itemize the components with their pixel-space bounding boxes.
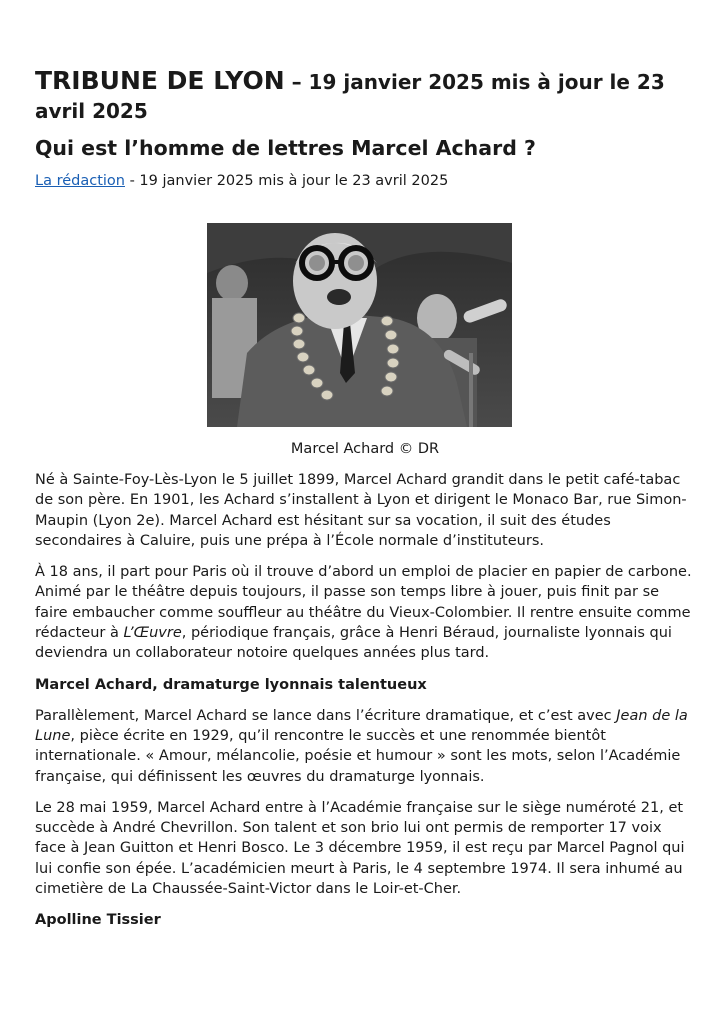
author-signature: Apolline Tissier xyxy=(35,912,161,929)
article-title: Qui est l’homme de lettres Marcel Achard ? xyxy=(35,136,536,160)
article-photo xyxy=(207,223,512,427)
masthead xyxy=(35,66,695,126)
play-title: Jean de la Lune xyxy=(35,707,688,744)
byline xyxy=(35,171,695,191)
author-link[interactable]: La rédaction xyxy=(35,173,125,189)
paragraph-1: Né à Sainte-Foy-Lès-Lyon le 5 juillet 1899, Marcel Achard grandit dans le petit café-tabac de son père. En 1901, les Achard s’installent à Lyon et dirigent le Monaco Bar, rue Simon-Maupin (Lyon 2e). Marcel Achard est hésitant sur sa vocation, il suit des études secondaires à Caluire, puis une prépa à l’École normale d’instituteurs. xyxy=(35,472,687,549)
photo-caption: Marcel Achard © DR xyxy=(290,441,440,457)
article-figure xyxy=(35,223,695,459)
paragraph-4: Le 28 mai 1959, Marcel Achard entre à l’Académie française sur le siège numéroté 21, et succède à André Chevrillon. Son talent et son brio lui ont permis de remporter 17 voix face à Jean Guitton et Henri Bosco. Le 3 décembre 1959, il est reçu par Marcel Pagnol qui lui confie son épée. L’académicien meurt à Paris, le 4 septembre 1974. Il sera inhumé au cimetière de La Chaussée-Saint-Victor dans le Loir-et-Cher. xyxy=(35,799,685,898)
paragraph-2: À 18 ans, il part pour Paris où il trouve d’abord un emploi de placier en papier de carbone. Animé par le théâtre depuis toujours, il passe son temps libre à jouer, puis finit par se faire embaucher comme souffleur au théâtre du Vieux-Colombier. Il rentre ensuite comme rédacteur à L’Œuvre, périodique français, grâce à Henri Béraud, journaliste lyonnais qui deviendra un collaborateur notoire quelques années plus tard. xyxy=(35,564,692,662)
article-page xyxy=(35,66,695,930)
masthead-dateline: – 19 janvier 2025 mis à jour le 23 avril 2025 xyxy=(35,70,665,123)
section-subhead: Marcel Achard, dramaturge lyonnais talentueux xyxy=(35,676,427,693)
publication-title: L’Œuvre xyxy=(123,625,182,642)
publication-name: TRIBUNE DE LYON xyxy=(35,66,285,95)
byline-date: - 19 janvier 2025 mis à jour le 23 avril 2025 xyxy=(124,173,449,189)
paragraph-3: Parallèlement, Marcel Achard se lance dans l’écriture dramatique, et c’est avec Jean de la Lune, pièce écrite en 1929, qu’il rencontre le succès et une renommée bientôt internationale. « Amour, mélancolie, poésie et humour » sont les mots, selon l’Académie française, qui définissent les œuvres du dramaturge lyonnais. xyxy=(35,707,688,785)
